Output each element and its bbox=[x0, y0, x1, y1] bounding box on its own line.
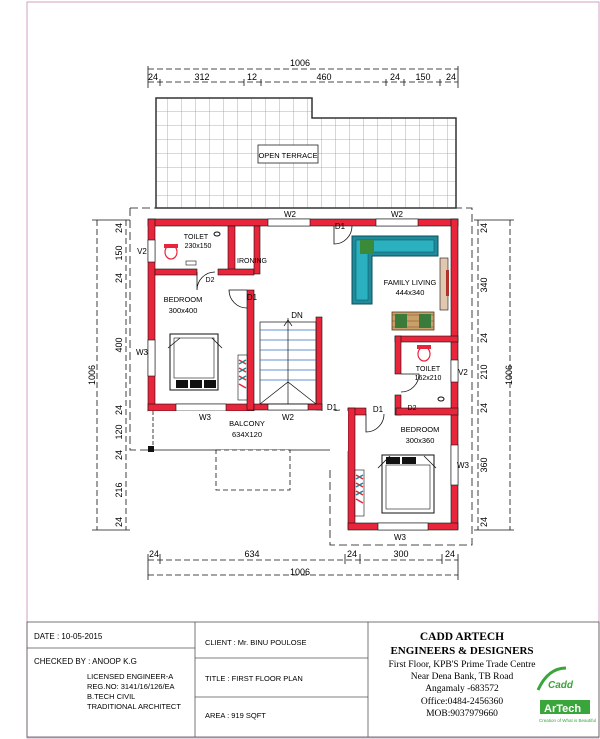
window-label: W3 bbox=[199, 413, 211, 422]
dim-top-seg: 150 bbox=[415, 72, 431, 82]
dim-right-seg: 360 bbox=[479, 457, 489, 473]
dim-top-overall: 1006 bbox=[289, 58, 311, 68]
room-label-bedroom-1: BEDROOM bbox=[163, 295, 203, 304]
door-label: D2 bbox=[407, 405, 417, 412]
dim-left-seg: 24 bbox=[114, 449, 124, 461]
room-size-toilet-2: 162x210 bbox=[414, 375, 442, 382]
room-label-balcony: BALCONY bbox=[229, 419, 265, 428]
window-label: W2 bbox=[391, 210, 403, 219]
dim-left-seg: 400 bbox=[114, 337, 124, 353]
door-label: D1 bbox=[246, 293, 258, 302]
window-label: W3 bbox=[136, 348, 148, 357]
dim-right-seg: 24 bbox=[479, 332, 489, 344]
wardrobe-2 bbox=[355, 470, 364, 516]
dim-left-seg: 24 bbox=[114, 272, 124, 284]
dim-left-seg: 150 bbox=[114, 245, 124, 261]
svg-text:Cadd: Cadd bbox=[548, 680, 573, 691]
door-label: D1 bbox=[334, 222, 346, 231]
title-block-licensed: LICENSED ENGINEER-A bbox=[87, 672, 174, 681]
room-label-bedroom-2: BEDROOM bbox=[400, 425, 440, 434]
window-label: W3 bbox=[457, 461, 469, 470]
dim-right-seg: 24 bbox=[479, 516, 489, 528]
cadd-artech-logo bbox=[538, 668, 596, 723]
svg-text:ArTech: ArTech bbox=[544, 703, 582, 715]
balcony-projection bbox=[216, 450, 290, 490]
company-address-line-3: Angamaly -683572 bbox=[425, 684, 499, 694]
dimension-left bbox=[92, 220, 130, 530]
dim-right-seg: 24 bbox=[479, 402, 489, 414]
dim-left-seg: 24 bbox=[114, 222, 124, 234]
wardrobe-1 bbox=[238, 355, 247, 400]
stair-direction-label: DN bbox=[291, 311, 303, 320]
dim-bottom-seg: 634 bbox=[244, 549, 260, 559]
title-block-reg-no: REG.NO: 3141/16/126/EA bbox=[87, 682, 175, 691]
dim-top-seg: 312 bbox=[194, 72, 210, 82]
room-size-balcony: 634X120 bbox=[231, 430, 263, 439]
title-block-drawing-title: TITLE : FIRST FLOOR PLAN bbox=[205, 674, 303, 683]
window-label: W2 bbox=[284, 210, 296, 219]
dim-top-seg: 24 bbox=[389, 72, 401, 82]
room-size-toilet-1: 230x150 bbox=[184, 243, 212, 250]
door-label: D1 bbox=[326, 403, 338, 412]
bed-1 bbox=[168, 334, 222, 390]
dim-bottom-overall: 1006 bbox=[289, 567, 311, 577]
company-name: CADD ARTECH bbox=[419, 631, 505, 643]
room-label-toilet-1: TOILET bbox=[183, 234, 209, 241]
dim-left-seg: 120 bbox=[114, 424, 124, 440]
terrace-label: OPEN TERRACE bbox=[258, 151, 318, 160]
dim-bottom-seg: 24 bbox=[346, 549, 358, 559]
title-block-checked-by: CHECKED BY : ANOOP K.G bbox=[34, 657, 137, 666]
dim-right-overall: 1006 bbox=[504, 364, 514, 386]
dim-top-seg: 460 bbox=[316, 72, 332, 82]
door-label: D2 bbox=[205, 277, 215, 284]
company-subtitle: ENGINEERS & DESIGNERS bbox=[390, 645, 534, 657]
dim-right-seg: 340 bbox=[479, 277, 489, 293]
dim-top-seg: 24 bbox=[445, 72, 457, 82]
door-label: D1 bbox=[372, 405, 384, 414]
tv-unit bbox=[440, 258, 449, 310]
title-block-client: CLIENT : Mr. BINU POULOSE bbox=[205, 638, 307, 647]
company-mobile: MOB:9037979660 bbox=[426, 709, 498, 719]
dim-left-overall: 1006 bbox=[87, 364, 97, 386]
window-label: W3 bbox=[394, 533, 406, 542]
ventilator-label: V2 bbox=[458, 368, 468, 377]
dim-top-seg: 12 bbox=[246, 72, 258, 82]
room-size-bedroom-2: 300x360 bbox=[405, 436, 435, 445]
svg-text:Creation of What is Beautiful: Creation of What is Beautiful bbox=[539, 718, 597, 723]
title-block-date: DATE : 10-05-2015 bbox=[34, 632, 103, 641]
title-block-architect: TRADITIONAL ARCHITECT bbox=[87, 702, 181, 711]
dim-right-seg: 24 bbox=[479, 222, 489, 234]
dim-right-seg: 210 bbox=[479, 364, 489, 380]
company-address-line-2: Near Dena Bank, TB Road bbox=[410, 672, 514, 682]
dim-bottom-seg: 300 bbox=[393, 549, 409, 559]
armchairs bbox=[392, 312, 434, 330]
ventilator-label: V2 bbox=[137, 247, 147, 256]
company-address-line-1: First Floor, KPB'S Prime Trade Centre bbox=[388, 660, 536, 670]
room-label-family-living: FAMILY LIVING bbox=[383, 278, 437, 287]
bed-2 bbox=[378, 455, 436, 513]
company-office-phone: Office:0484-2456360 bbox=[420, 697, 504, 707]
dim-left-seg: 216 bbox=[114, 482, 124, 498]
dim-bottom-seg: 24 bbox=[444, 549, 456, 559]
window-label: W2 bbox=[282, 413, 294, 422]
room-size-bedroom-1: 300x400 bbox=[168, 306, 198, 315]
room-label-ironing: IRONING bbox=[237, 258, 267, 265]
room-label-toilet-2: TOILET bbox=[415, 366, 441, 373]
room-size-family-living: 444x340 bbox=[395, 288, 425, 297]
dim-top-seg: 24 bbox=[147, 72, 159, 82]
dim-left-seg: 24 bbox=[114, 404, 124, 416]
title-block-area: AREA : 919 SQFT bbox=[205, 711, 266, 720]
dim-left-seg: 24 bbox=[114, 516, 124, 528]
dim-bottom-seg: 24 bbox=[148, 549, 160, 559]
title-block-degree: B.TECH CIVIL bbox=[87, 692, 136, 701]
